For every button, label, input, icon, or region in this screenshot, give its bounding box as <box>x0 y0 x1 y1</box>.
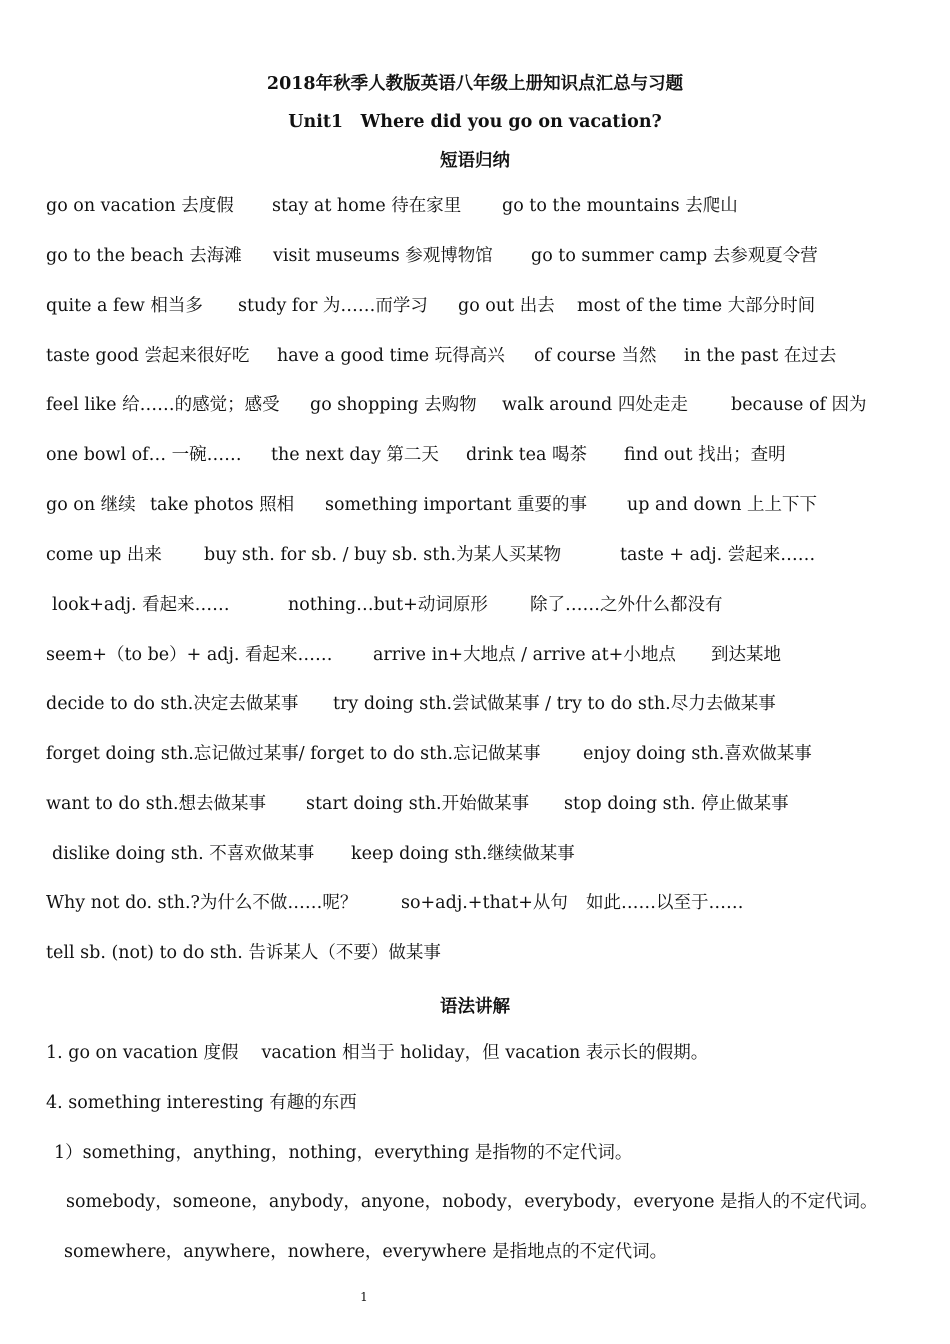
grammar-line: 1. go on vacation 度假 vacation 相当于 holiday，但 vacation 表示长的假期。 <box>46 1043 709 1063</box>
phrase-item: in the past 在过去 <box>684 346 837 366</box>
phrase-item: have a good time 玩得高兴 <box>277 346 505 366</box>
phrase-item: seem+（to be）+ adj. 看起来…… <box>46 645 333 665</box>
page-number: 1 <box>360 1290 368 1304</box>
phrase-item: dislike doing sth. 不喜欢做某事 <box>52 844 315 864</box>
phrase-item: taste good 尝起来很好吃 <box>46 346 250 366</box>
phrase-item: up and down 上上下下 <box>627 495 818 515</box>
phrase-item: look+adj. 看起来…… <box>52 595 230 615</box>
phrase-item: take photos 照相 <box>150 495 295 515</box>
phrase-item: Why not do. sth.?为什么不做……呢？ <box>46 893 358 913</box>
phrase-item: go out 出去 <box>458 296 555 316</box>
phrase-item: walk around 四处走走 <box>502 395 688 415</box>
phrase-item: study for 为……而学习 <box>238 296 428 316</box>
grammar-line: somebody，someone，anybody，anyone，nobody，everybody，everyone 是指人的不定代词。 <box>66 1192 878 1212</box>
phrase-item: taste + adj. 尝起来…… <box>620 545 816 565</box>
phrase-item: the next day 第二天 <box>271 445 439 465</box>
phrase-item: go to the beach 去海滩 <box>46 246 242 266</box>
phrase-item: keep doing sth.继续做某事 <box>351 844 575 864</box>
phrase-item: of course 当然 <box>534 346 657 366</box>
phrase-item: tell sb. (not) to do sth. 告诉某人（不要）做某事 <box>46 943 441 963</box>
grammar-line: 4. something interesting 有趣的东西 <box>46 1093 357 1113</box>
section-heading-grammar: 语法讲解 <box>440 997 510 1017</box>
phrase-item: try doing sth.尝试做某事 / try to do sth.尽力去做某事 <box>333 694 776 714</box>
phrase-item: 如此……以至于…… <box>586 893 744 913</box>
phrase-item: go on 继续 <box>46 495 136 515</box>
phrase-item: come up 出来 <box>46 545 162 565</box>
phrase-item: start doing sth.开始做某事 <box>306 794 530 814</box>
phrase-item: 除了……之外什么都没有 <box>530 595 723 615</box>
phrase-item: quite a few 相当多 <box>46 296 203 316</box>
grammar-line: somewhere，anywhere，nowhere，everywhere 是指地点的不定代词。 <box>64 1242 668 1262</box>
phrase-item: nothing…but+动词原形 <box>288 595 488 615</box>
phrase-item: stop doing sth. 停止做某事 <box>564 794 789 814</box>
phrase-item: go shopping 去购物 <box>310 395 477 415</box>
phrase-item: find out 找出；查明 <box>624 445 786 465</box>
phrase-item: go to summer camp 去参观夏令营 <box>531 246 818 266</box>
phrase-item: drink tea 喝茶 <box>466 445 587 465</box>
phrase-item: so+adj.+that+从句 <box>401 893 568 913</box>
phrase-item: something important 重要的事 <box>325 495 588 515</box>
phrase-item: forget doing sth.忘记做过某事/ forget to do sth.忘记做某事 <box>46 744 541 764</box>
document-title: 2018年秋季人教版英语八年级上册知识点汇总与习题 <box>266 74 684 94</box>
grammar-line: 1）something，anything，nothing，everything 是指物的不定代词。 <box>54 1143 633 1163</box>
phrase-item: because of 因为 <box>731 395 867 415</box>
phrase-item: want to do sth.想去做某事 <box>46 794 267 814</box>
phrase-item: visit museums 参观博物馆 <box>273 246 493 266</box>
phrase-item: enjoy doing sth.喜欢做某事 <box>583 744 812 764</box>
unit-heading: Unit1 Where did you go on vacation? <box>288 112 662 132</box>
phrase-item: go on vacation 去度假 <box>46 196 234 216</box>
section-heading-phrases: 短语归纳 <box>440 151 510 171</box>
phrase-item: one bowl of… 一碗…… <box>46 445 242 465</box>
phrase-item: decide to do sth.决定去做某事 <box>46 694 299 714</box>
phrase-item: 到达某地 <box>711 645 781 665</box>
phrase-item: go to the mountains 去爬山 <box>502 196 738 216</box>
phrase-item: stay at home 待在家里 <box>272 196 462 216</box>
phrase-item: arrive in+大地点 / arrive at+小地点 <box>373 645 676 665</box>
phrase-item: feel like 给……的感觉；感受 <box>46 395 280 415</box>
phrase-item: most of the time 大部分时间 <box>577 296 816 316</box>
phrase-item: buy sth. for sb. / buy sb. sth.为某人买某物 <box>204 545 562 565</box>
